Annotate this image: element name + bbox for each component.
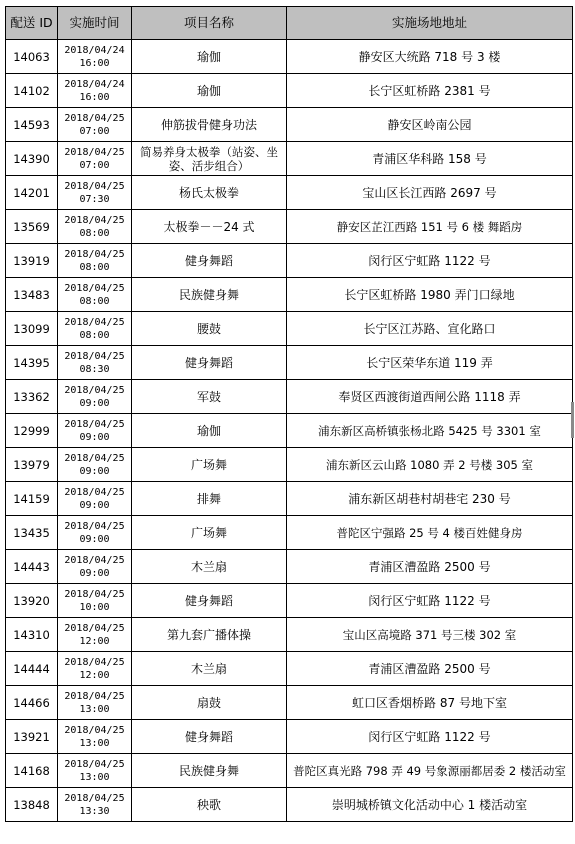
cell-project-name: 秧歌 (132, 788, 287, 822)
cell-project-name: 伸筋拔骨健身功法 (132, 108, 287, 142)
table-row (6, 414, 573, 448)
cell-venue-address: 闵行区宁虹路 1122 号 (287, 584, 573, 618)
cell-project-name: 杨氏太极拳 (132, 176, 287, 210)
cell-delivery-id: 14395 (6, 346, 58, 380)
cell-project-name: 木兰扇 (132, 550, 287, 584)
table-row (6, 346, 573, 380)
schedule-table (5, 6, 573, 822)
cell-project-name: 瑜伽 (132, 74, 287, 108)
table-row (6, 652, 573, 686)
cell-time: 2018/04/25 09:00 (58, 550, 132, 584)
cell-project-name: 广场舞 (132, 516, 287, 550)
cell-venue-address: 长宁区虹桥路 2381 号 (287, 74, 573, 108)
cell-delivery-id: 13099 (6, 312, 58, 346)
cell-project-name: 瑜伽 (132, 414, 287, 448)
table-row (6, 210, 573, 244)
cell-venue-address: 浦东新区高桥镇张杨北路 5425 号 3301 室 (287, 414, 573, 448)
table-row (6, 142, 573, 176)
cell-project-name: 简易养身太极拳（站姿、坐姿、活步组合） (132, 142, 287, 176)
table-row (6, 74, 573, 108)
table-row (6, 720, 573, 754)
cell-time: 2018/04/24 16:00 (58, 74, 132, 108)
table-row (6, 584, 573, 618)
cell-venue-address: 普陀区真光路 798 弄 49 号象源丽都居委 2 楼活动室 (287, 754, 573, 788)
cell-time: 2018/04/25 07:00 (58, 108, 132, 142)
table-row (6, 754, 573, 788)
cell-delivery-id: 13919 (6, 244, 58, 278)
table-row (6, 686, 573, 720)
table-row (6, 312, 573, 346)
cell-venue-address: 长宁区江苏路、宣化路口 (287, 312, 573, 346)
cell-delivery-id: 14443 (6, 550, 58, 584)
cell-venue-address: 奉贤区西渡街道西闸公路 1118 弄 (287, 380, 573, 414)
cell-time: 2018/04/25 08:30 (58, 346, 132, 380)
scrollbar-marker (571, 402, 574, 438)
cell-time: 2018/04/25 07:30 (58, 176, 132, 210)
cell-venue-address: 宝山区长江西路 2697 号 (287, 176, 573, 210)
cell-project-name: 健身舞蹈 (132, 584, 287, 618)
cell-time: 2018/04/25 09:00 (58, 516, 132, 550)
cell-project-name: 木兰扇 (132, 652, 287, 686)
cell-project-name: 健身舞蹈 (132, 346, 287, 380)
cell-delivery-id: 14063 (6, 40, 58, 74)
cell-time: 2018/04/25 08:00 (58, 278, 132, 312)
cell-time: 2018/04/25 10:00 (58, 584, 132, 618)
table-row (6, 448, 573, 482)
cell-delivery-id: 13979 (6, 448, 58, 482)
cell-delivery-id: 13435 (6, 516, 58, 550)
cell-delivery-id: 13848 (6, 788, 58, 822)
cell-delivery-id: 14201 (6, 176, 58, 210)
cell-time: 2018/04/25 09:00 (58, 482, 132, 516)
table-row (6, 244, 573, 278)
table-row (6, 108, 573, 142)
cell-delivery-id: 14444 (6, 652, 58, 686)
cell-venue-address: 静安区岭南公园 (287, 108, 573, 142)
cell-time: 2018/04/25 12:00 (58, 652, 132, 686)
cell-project-name: 第九套广播体操 (132, 618, 287, 652)
cell-delivery-id: 12999 (6, 414, 58, 448)
cell-time: 2018/04/25 08:00 (58, 244, 132, 278)
cell-time: 2018/04/25 13:00 (58, 754, 132, 788)
cell-venue-address: 宝山区高境路 371 号三楼 302 室 (287, 618, 573, 652)
cell-venue-address: 闵行区宁虹路 1122 号 (287, 720, 573, 754)
table-row (6, 176, 573, 210)
cell-venue-address: 静安区芷江西路 151 号 6 楼 舞蹈房 (287, 210, 573, 244)
header-row (6, 7, 573, 40)
cell-delivery-id: 14466 (6, 686, 58, 720)
header-project-name: 项目名称 (132, 7, 287, 40)
cell-time: 2018/04/25 09:00 (58, 380, 132, 414)
cell-venue-address: 浦东新区云山路 1080 弄 2 号楼 305 室 (287, 448, 573, 482)
cell-project-name: 太极拳－－24 式 (132, 210, 287, 244)
cell-time: 2018/04/25 08:00 (58, 312, 132, 346)
cell-delivery-id: 14390 (6, 142, 58, 176)
cell-delivery-id: 14168 (6, 754, 58, 788)
cell-venue-address: 浦东新区胡巷村胡巷宅 230 号 (287, 482, 573, 516)
table-row (6, 380, 573, 414)
cell-project-name: 腰鼓 (132, 312, 287, 346)
cell-project-name: 广场舞 (132, 448, 287, 482)
cell-venue-address: 普陀区宁强路 25 号 4 楼百姓健身房 (287, 516, 573, 550)
cell-time: 2018/04/25 13:30 (58, 788, 132, 822)
cell-delivery-id: 13920 (6, 584, 58, 618)
table-body (6, 40, 573, 822)
cell-venue-address: 青浦区漕盈路 2500 号 (287, 652, 573, 686)
cell-time: 2018/04/25 09:00 (58, 414, 132, 448)
cell-venue-address: 长宁区虹桥路 1980 弄门口绿地 (287, 278, 573, 312)
cell-time: 2018/04/25 09:00 (58, 448, 132, 482)
cell-project-name: 民族健身舞 (132, 754, 287, 788)
cell-time: 2018/04/25 12:00 (58, 618, 132, 652)
header-delivery-id: 配送 ID (6, 7, 58, 40)
header-venue-address: 实施场地地址 (287, 7, 573, 40)
table-row (6, 40, 573, 74)
cell-delivery-id: 13362 (6, 380, 58, 414)
cell-delivery-id: 14159 (6, 482, 58, 516)
cell-project-name: 扇鼓 (132, 686, 287, 720)
table-row (6, 516, 573, 550)
cell-project-name: 健身舞蹈 (132, 720, 287, 754)
table-row (6, 788, 573, 822)
cell-time: 2018/04/25 07:00 (58, 142, 132, 176)
cell-delivery-id: 13569 (6, 210, 58, 244)
table-row (6, 482, 573, 516)
cell-venue-address: 长宁区荣华东道 119 弄 (287, 346, 573, 380)
header-time: 实施时间 (58, 7, 132, 40)
cell-delivery-id: 13483 (6, 278, 58, 312)
cell-delivery-id: 14102 (6, 74, 58, 108)
cell-venue-address: 青浦区漕盈路 2500 号 (287, 550, 573, 584)
table-header (6, 7, 573, 40)
cell-time: 2018/04/25 13:00 (58, 720, 132, 754)
cell-venue-address: 闵行区宁虹路 1122 号 (287, 244, 573, 278)
table-row (6, 618, 573, 652)
cell-venue-address: 崇明城桥镇文化活动中心 1 楼活动室 (287, 788, 573, 822)
cell-project-name: 瑜伽 (132, 40, 287, 74)
cell-project-name: 民族健身舞 (132, 278, 287, 312)
cell-project-name: 排舞 (132, 482, 287, 516)
cell-project-name: 军鼓 (132, 380, 287, 414)
cell-time: 2018/04/25 08:00 (58, 210, 132, 244)
cell-time: 2018/04/25 13:00 (58, 686, 132, 720)
cell-venue-address: 虹口区香烟桥路 87 号地下室 (287, 686, 573, 720)
cell-venue-address: 青浦区华科路 158 号 (287, 142, 573, 176)
table-row (6, 278, 573, 312)
cell-delivery-id: 14593 (6, 108, 58, 142)
cell-venue-address: 静安区大统路 718 号 3 楼 (287, 40, 573, 74)
table-row (6, 550, 573, 584)
cell-delivery-id: 13921 (6, 720, 58, 754)
cell-time: 2018/04/24 16:00 (58, 40, 132, 74)
cell-delivery-id: 14310 (6, 618, 58, 652)
cell-project-name: 健身舞蹈 (132, 244, 287, 278)
